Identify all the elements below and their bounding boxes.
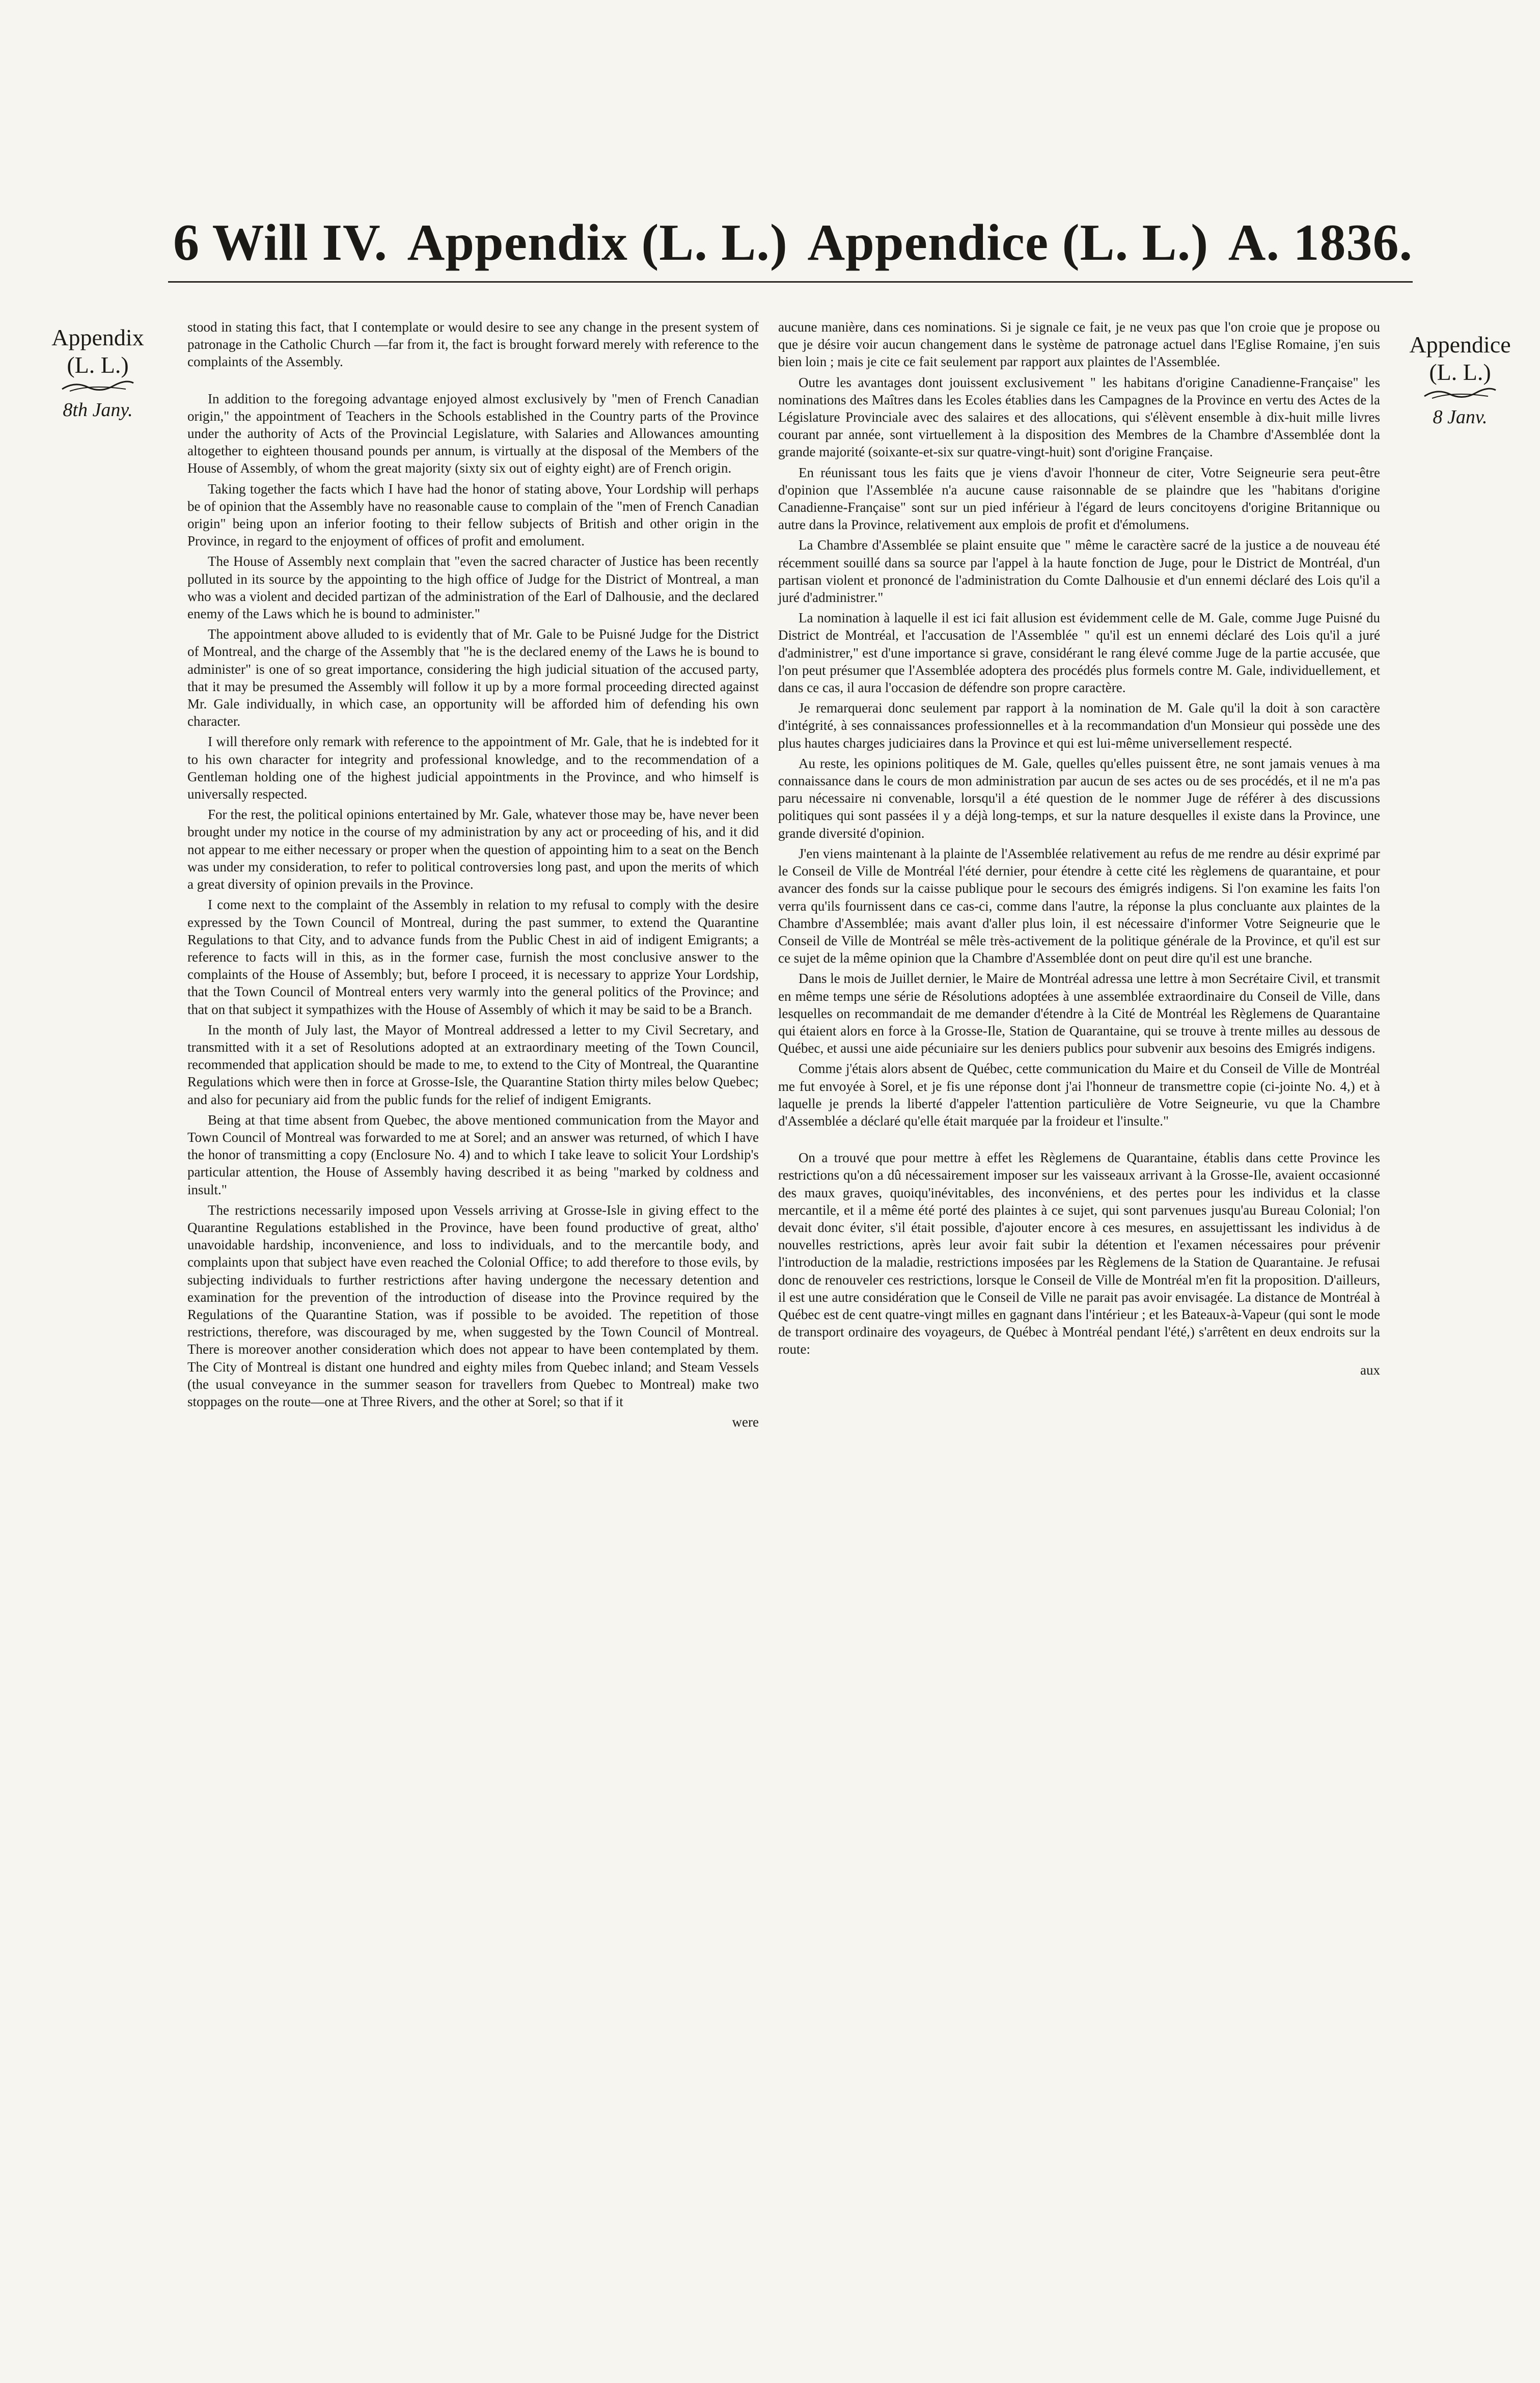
paragraph: aucune manière, dans ces nominations. Si je signale ce fait, je ne veux pas que l'on croie que je propose ou que je désire voir aucun changement dans le système de patronage actuel dans l'Eglise Romaine, j'en suis bien loin ; mais je cite ce fait seulement par rapport aux plaintes de l'Assemblée. xyxy=(778,319,1380,370)
paragraph: Dans le mois de Juillet dernier, le Maire de Montréal adressa une lettre à mon Secrétaire Civil, et transmit en même temps une série de Résolutions adoptées à une assemblée extraordinaire du Conseil de Ville, dans lesquelles on recommandait de me demander d'étendre à la Cité de Montréal les Règlemens de Quarantaine qui étaient alors en force à la Grosse-Ile, Station de Quarantaine, qui se trouve à trente milles au dessous de Québec, et aussi une aide pécuniaire sur les deniers publics pour subvenir aux besoins des Emigrés indigens. xyxy=(778,971,1380,1056)
paragraph: En réunissant tous les faits que je viens d'avoir l'honneur de citer, Votre Seigneurie sera peut-être d'opinion que l'Assemblée n'a aucune cause raisonnable de se plaindre que les "habitans d'origine Canadienne-Française" sont sur un pied inférieur à l'égard de leurs concitoyens d'origine Britannique ou autre dans la Province, relativement aux emplois de profit et d'émolumens. xyxy=(778,464,1380,533)
header-year: A. 1836. xyxy=(1228,214,1413,271)
paragraph: Outre les avantages dont jouissent exclusivement " les habitans d'origine Canadienne-Française" les nominations des Maîtres dans les Ecoles établies dans les Campagnes de la Province en vertu des Actes de la Législature Provinciale avec des salaires et des allocations, qui s'élèvent ensemble à dix-huit mille livres courant par année, sont virtuellement à la disposition des Membres de la Chambre d'Assemblée dont la grande majorité (soixante-et-six sur quatre-vingt-huit) sont d'origine Française. xyxy=(778,374,1380,460)
running-header xyxy=(173,213,1413,279)
paragraph: Being at that time absent from Quebec, the above mentioned communication from the Mayor and Town Council of Montreal was forwarded to me at Sorel; and an answer was returned, of which I have the honor of transmitting a copy (Enclosure No. 4) and to which I take leave to solicit Your Lordship's particular attention, the House of Assembly having described it as being "marked by coldness and insult." xyxy=(187,1112,759,1197)
paragraph: In addition to the foregoing advantage enjoyed almost exclusively by "men of French Canadian origin," the appointment of Teachers in the Schools established in the Country parts of the Province under the authority of Acts of the Provincial Legislature, with Salaries and Allowances amounting altogether to eighteen thousand pounds per annum, is virtually at the disposal of the Members of the House of Assembly, of whom the great majority (sixty six out of eighty eight) are of French origin. xyxy=(187,391,759,476)
catchword: were xyxy=(732,1414,759,1430)
english-column xyxy=(187,318,759,1431)
margin-appendix-label: Appendix xyxy=(51,324,144,350)
margin-appendice-label: Appendice xyxy=(1409,332,1511,358)
header-appendix-en: Appendix (L. L.) xyxy=(407,214,788,271)
paragraph: Taking together the facts which I have had the honor of stating above, Your Lordship will perhaps be of opinion that the Assembly have no reasonable cause to complain of the "men of French Canadian origin" being upon an inferior footing to their fellow subjects of British and other origin in the Province, in regard to the enjoyment of offices of profit and emolument. xyxy=(187,481,759,549)
french-column xyxy=(778,318,1380,1379)
paragraph: On a trouvé que pour mettre à effet les Règlemens de Quarantaine, établis dans cette Province les restrictions qu'on a dû nécessairement imposer sur les vaisseaux arrivant à la Grosse-Ile, avaient occasionné des maux graves, quoiqu'inévitables, des inconvéniens, et des pertes pour les individus et la classe mercantile, et il a même été porté des plaintes à ce sujet, qui sont parvenues jusqu'au Bureau Colonial; l'on devait donc éviter, s'il était possible, d'ajouter encore à ces mesures, en assujettissant les individus à de nouvelles restrictions, après leur avoir fait subir la détention et l'examen nécessaires pour prévenir l'introduction de la maladie, restrictions imposées par les Règlemens de la Station de Quarantaine. Je refusai donc de renouveler ces restrictions, lorsque le Conseil de Ville de Montréal m'en fit la proposition. D'ailleurs, il est une autre considération que le Conseil de Ville ne parait pas avoir envisagée. La distance de Montréal à Québec est de cent quatre-vingt milles en gagnant dans l'intérieur ; et les Bateaux-à-Vapeur (qui sont le mode de transport ordinaire des voyageurs, de Québec à Montréal pendant l'été,) s'arrêtent en deux endroits sur la route: xyxy=(778,1150,1380,1357)
paragraph: Comme j'étais alors absent de Québec, cette communication du Maire et du Conseil de Ville de Montréal me fut envoyée à Sorel, et je fis une réponse dont j'ai l'honneur de transmettre copie (ci-jointe No. 4,) et à laquelle je prends la liberté d'appeler l'attention particulière de Votre Seigneurie, vu que la Chambre d'Assemblée a déclaré qu'elle était marquée par la froideur et l'insulte." xyxy=(778,1061,1380,1129)
margin-date: 8 Janv. xyxy=(1433,406,1488,428)
margin-note-right xyxy=(1396,331,1524,431)
header-rule xyxy=(168,281,1413,283)
paragraph: The House of Assembly next complain that "even the sacred character of Justice has been recently polluted in its source by the appointing to the high office of Judge for the District of Montreal, a man who was a violent and decided partizan of the administration of the Earl of Dalhousie, and the declared enemy of the Laws which he is bound to administer." xyxy=(187,554,759,622)
paragraph: I come next to the complaint of the Assembly in relation to my refusal to comply with the desire expressed by the Town Council of Montreal, during the past summer, to extend the Quarantine Regulations to that City, and to advance funds from the Public Chest in aid of indigent Emigrants; a reference to facts will in this, as in the former case, furnish the most conclusive answer to the complaints of the House of Assembly; but, before I proceed, it is necessary to apprize Your Lordship, that the Town Council of Montreal enters very warmly into the general politics of the Province; and that on that subject it sympathizes with the House of Assembly of which it may be said to be a Branch. xyxy=(187,897,759,1017)
header-regnal-year: 6 Will IV. xyxy=(173,214,388,271)
paragraph: I will therefore only remark with reference to the appointment of Mr. Gale, that he is indebted for it to his own character for integrity and professional knowledge, and to the recommendation of a Gentleman holding one of the highest judicial appointments in the Province, and who himself is universally respected. xyxy=(187,734,759,802)
margin-note-left xyxy=(42,324,154,424)
paragraph: Au reste, les opinions politiques de M. Gale, quelles qu'elles puissent être, ne sont jamais venues à ma connaissance dans le cours de mon administration par aucun de ses actes ou de ses procédés, et il ne m'a pas paru nécessaire ni convenable, lorsqu'il a été question de le nommer Juge de référer à des discussions politiques qui sont passées il y a déjà long-temps, et sur la nature desquelles il existe dans la Province, une grande diversité d'opinion. xyxy=(778,755,1380,841)
paragraph: La nomination à laquelle il est ici fait allusion est évidemment celle de M. Gale, comme Juge Puisné du District de Montréal, et l'accusation de l'Assemblée " qu'il est un ennemi déclaré des Lois qu'il a juré d'administrer," est d'une importance si grave, considérant le rang élevé comme Juge de la partie accusée, que l'on peut présumer que l'Assemblée adoptera des procédés plus formels contre M. Gale, individuellement, et dans ce cas, il aura l'occasion de défendre son propre caractère. xyxy=(778,610,1380,696)
catchword: aux xyxy=(1360,1362,1380,1378)
paragraph: Je remarquerai donc seulement par rapport à la nomination de M. Gale qu'il la doit à son caractère d'intégrité, à ses connaissances professionnelles et à la recommandation d'un Monsieur qui possède une des plus hautes charges judiciaires dans la Province et qui est lui-même universellement respecté. xyxy=(778,700,1380,751)
paragraph: J'en viens maintenant à la plainte de l'Assemblée relativement au refus de me rendre au désir exprimé par le Conseil de Ville de Montréal l'été dernier, pour étendre à cette cité les règlemens de quarantaine, et pour avancer des fonds sur la caisse publique pour le secours des émigrés indigens. Si l'on examine les faits l'on verra qu'ils fournissent dans ce cas-ci, comme dans l'autre, la réponse la plus concluante aux plaintes de la Chambre d'Assemblée; mais avant d'aller plus loin, il est nécessaire d'informer Votre Seigneurie que le Conseil de Ville de Montréal se mêle très-activement de la politique générale de la Province, et qu'il est sur ce sujet de la même opinion que la Chambre d'Assemblée dont on peut dire qu'il est une branche. xyxy=(778,845,1380,966)
paragraph: The restrictions necessarily imposed upon Vessels arriving at Grosse-Isle in giving effect to the Quarantine Regulations established in the Province, have been found productive of great, altho' unavoidable hardship, inconvenience, and loss to individuals, and to the mercantile body, and complaints upon that subject have even reached the Colonial Office; to add therefore to those evils, by subjecting individuals to further restrictions after having undergone the necessary detention and examination for the prevention of the introduction of disease into the Province required by the Regulations of the Quarantine Station, was if possible to be avoided. The repetition of those restrictions, therefore, was discouraged by me, when suggested by the Town Council of Montreal. There is moreover another consideration which does not appear to have been contemplated by them. The City of Montreal is distant one hundred and eighty miles from Quebec inland; and Steam Vessels (the usual conveyance in the summer season for travellers from Quebec to Montreal) make two stoppages on the route—one at Three Rivers, and the other at Sorel; so that if it xyxy=(187,1202,759,1409)
paragraph: The appointment above alluded to is evidently that of Mr. Gale to be Puisné Judge for the District of Montreal, and the charge of the Assembly that "he is the declared enemy of the Laws he is bound to administer" is one of so great importance, considering the high judicial situation of the accused party, that it may be presumed the Assembly will follow it up by a more formal proceeding directed against Mr. Gale individually, in which case, an opportunity will be afforded him of defending his own character. xyxy=(187,626,759,729)
paragraph: La Chambre d'Assemblée se plaint ensuite que " même le caractère sacré de la justice a de nouveau été récemment souillé dans sa source par l'appel à la haute fonction de Juge, pour le District de Montréal, d'un partisan violent et prononcé de l'administration du Comte Dalhousie et d'un ennemi déclaré des Lois qu'il a juré d'administrer." xyxy=(778,537,1380,606)
margin-appendice-code: (L. L.) xyxy=(1429,359,1491,385)
margin-appendix-code: (L. L.) xyxy=(67,352,129,378)
flourish-ornament xyxy=(1422,387,1498,400)
margin-date: 8th Jany. xyxy=(63,399,133,421)
paragraph: stood in stating this fact, that I contemplate or would desire to see any change in the present system of patronage in the Catholic Church —far from it, the fact is brought forward merely with reference to the complaints of the Assembly. xyxy=(187,319,759,370)
paragraph: For the rest, the political opinions entertained by Mr. Gale, whatever those may be, have never been brought under my notice in the course of my administration by any act or proceeding of his, and it did not appear to me either necessary or proper when the question of appointing him to a seat on the Bench was under my consideration, to refer to political controversies long past, and upon the merits of which a great diversity of opinion prevails in the Province. xyxy=(187,807,759,892)
paragraph: In the month of July last, the Mayor of Montreal addressed a letter to my Civil Secretary, and transmitted with it a set of Resolutions adopted at an extraordinary meeting of the Town Council, recommended that application should be made to me, to extend to the City of Montreal, the Quarantine Regulations which were then in force at Grosse-Isle, the Quarantine Station thirty miles below Quebec; and also for pecuniary aid from the public funds for the relief of indigent Emigrants. xyxy=(187,1022,759,1107)
flourish-ornament xyxy=(60,380,136,393)
header-appendix-fr: Appendice (L. L.) xyxy=(807,214,1209,271)
